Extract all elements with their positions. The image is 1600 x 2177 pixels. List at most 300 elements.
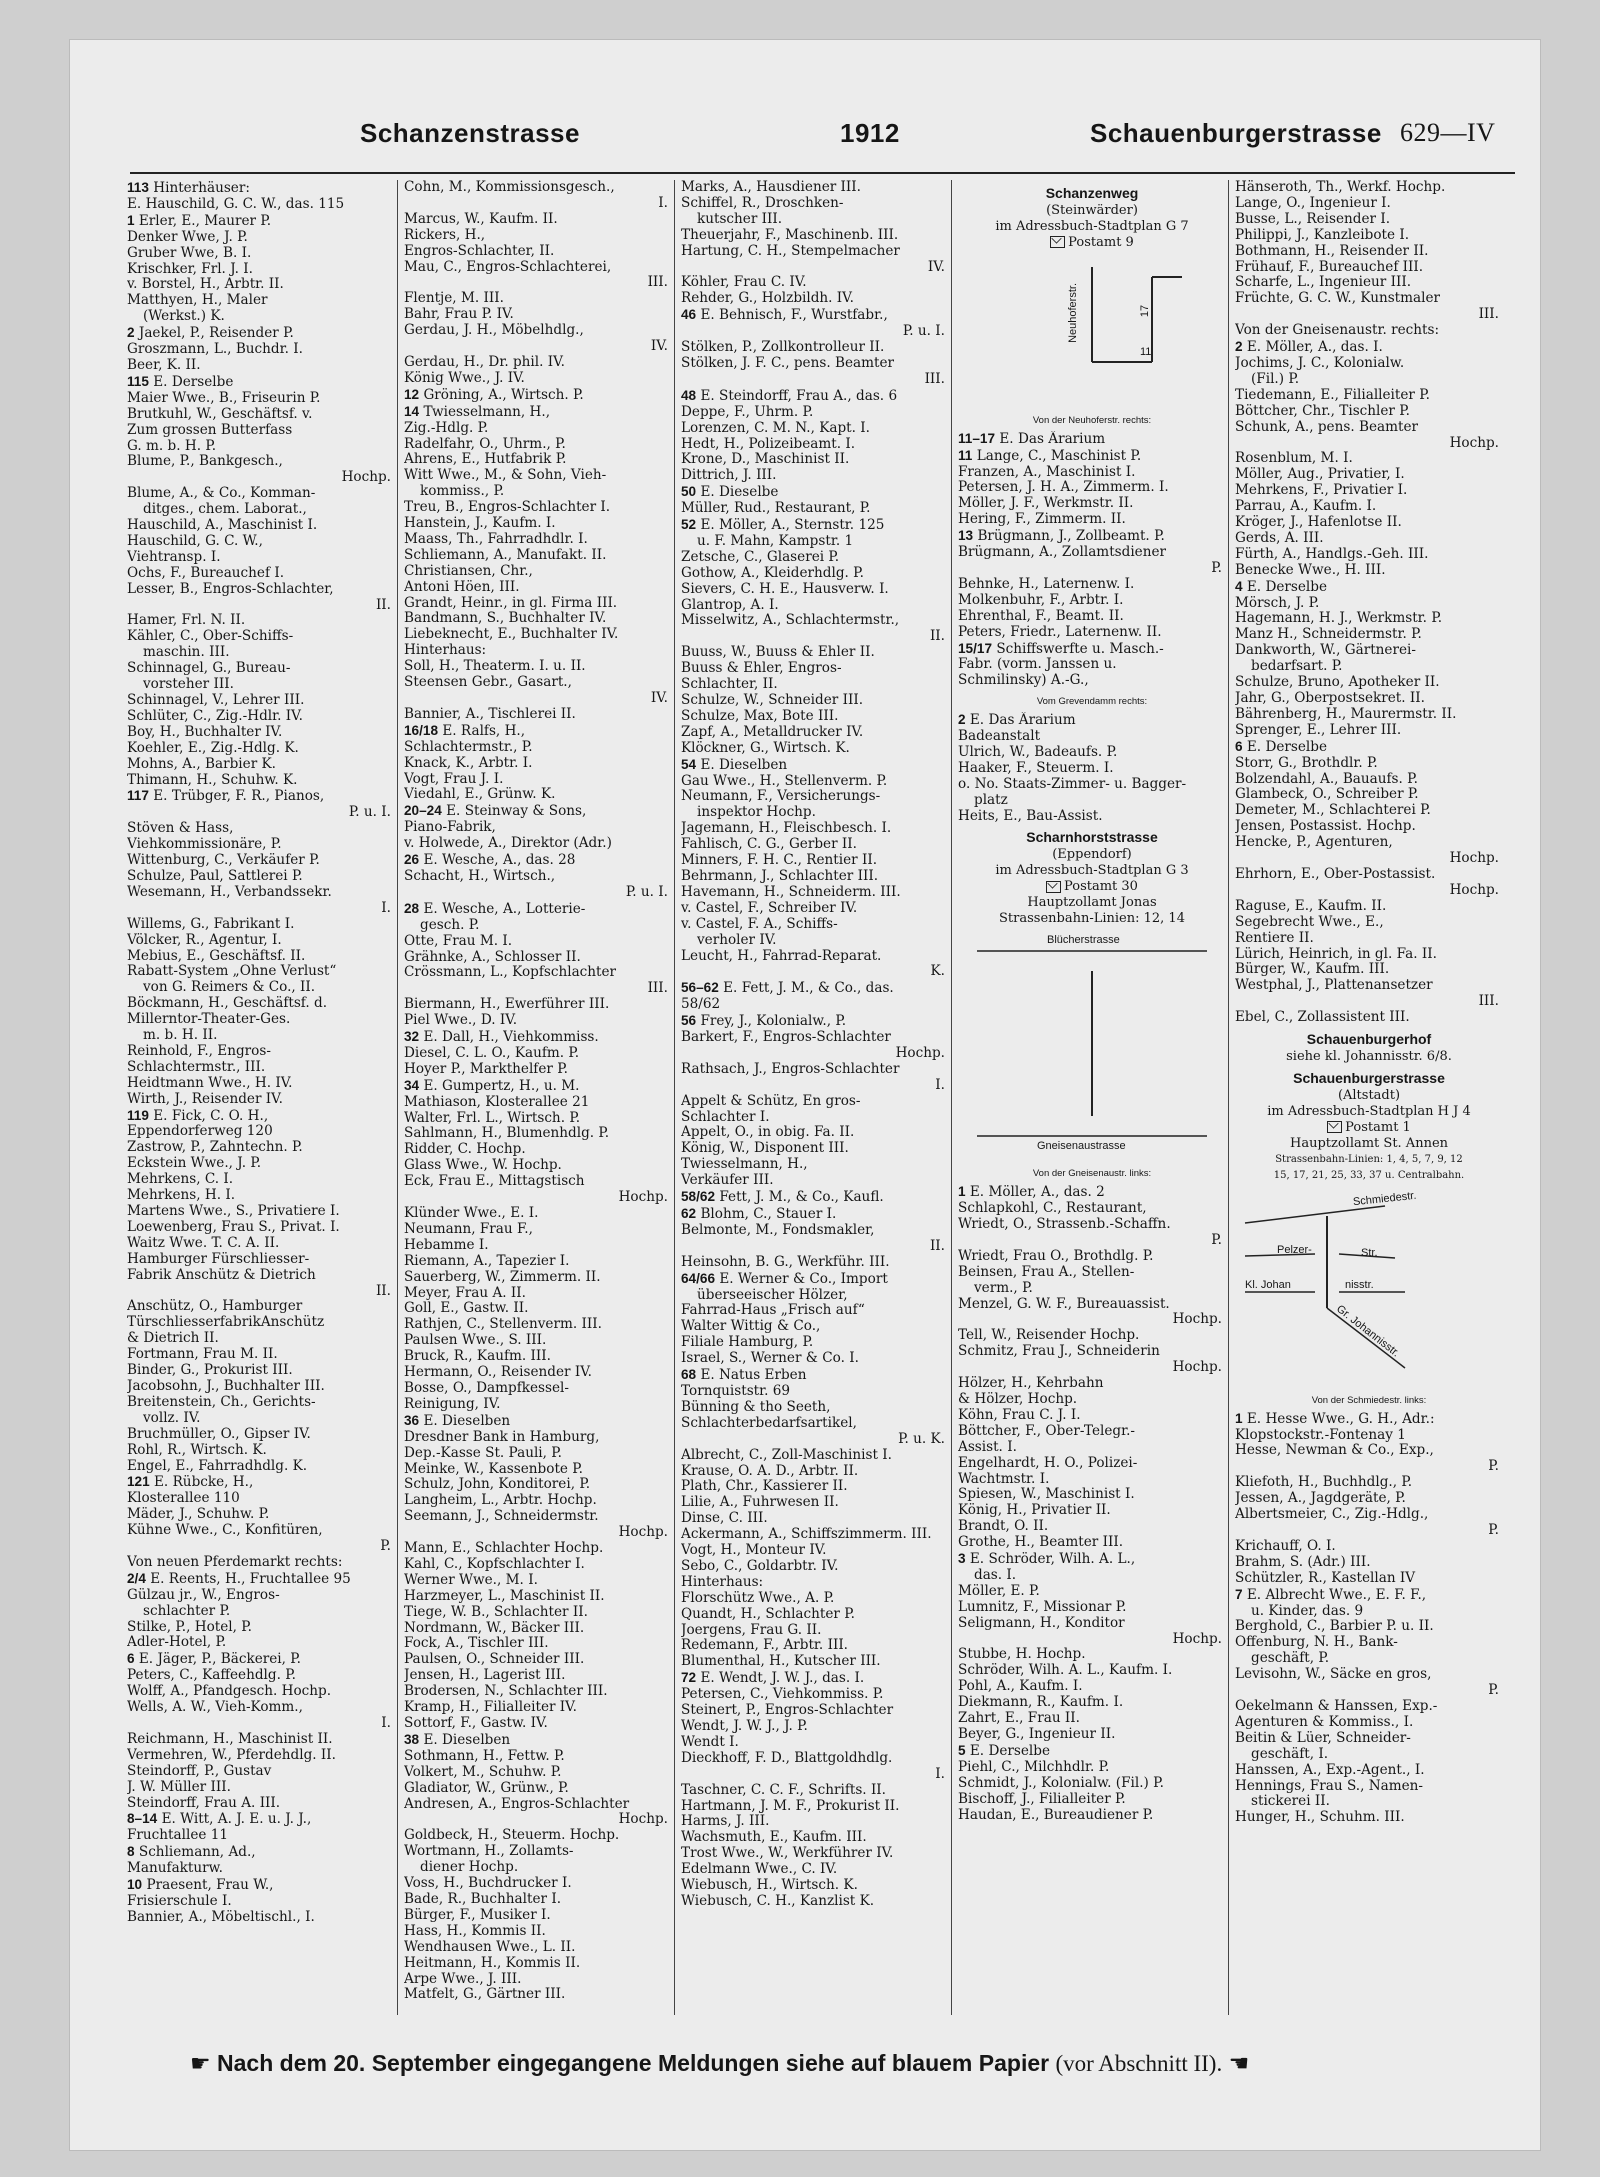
postamt-label: Postamt 9: [1068, 234, 1134, 250]
directory-entry: Hochp.: [1172, 1631, 1222, 1647]
directory-entry: 38 E. Dieselben: [404, 1731, 511, 1748]
directory-entry: Lange, O., Ingenieur I.: [1235, 195, 1391, 211]
directory-entry: Zahrt, E., Frau II.: [958, 1711, 1080, 1727]
directory-entry: Taschner, C. C. F., Schrifts. II.: [681, 1782, 886, 1798]
directory-entry: 1 E. Möller, A., das. 2: [958, 1184, 1105, 1201]
directory-entry: kutscher III.: [697, 211, 783, 227]
directory-entry: Waitz Wwe. T. C. A. II.: [127, 1235, 280, 1251]
directory-entry: Cohn, M., Kommissionsgesch.,: [404, 180, 615, 195]
directory-entry: Beer, K. II.: [127, 357, 201, 373]
entries-scharnhorststrasse: [958, 1184, 1226, 1823]
directory-entry: Antoni Höen, III.: [404, 579, 520, 595]
directory-entry: Bothmann, H., Reisender II.: [1235, 243, 1429, 259]
directory-entry: Denker Wwe, J. P.: [127, 229, 248, 245]
tram-lines: Strassenbahn-Linien: 1, 4, 5, 7, 9, 12: [1275, 1153, 1463, 1165]
directory-entry: Böttcher, F., Ober-Telegr.-: [958, 1423, 1136, 1439]
directory-entry: Hennings, Frau S., Namen-: [1235, 1778, 1424, 1794]
directory-entry: Peters, Friedr., Laternenw. II.: [958, 624, 1162, 640]
directory-entry: Müller, Rud., Restaurant, P.: [681, 501, 871, 517]
directory-entry: Schulz, John, Konditorei, P.: [404, 1477, 591, 1493]
directory-entry: 14 Twiesselmann, H.,: [404, 403, 551, 420]
directory-entry: Leucht, H., Fahrrad-Reparat.: [681, 948, 882, 964]
directory-entry: Fruchtallee 11: [127, 1828, 229, 1844]
column-1: [127, 180, 395, 2020]
directory-entry: Soll, H., Theaterm. I. u. II.: [404, 659, 586, 675]
directory-entry: Bandmann, S., Buchhalter IV.: [404, 611, 607, 627]
directory-entry: 46 E. Behnisch, F., Wurstfabr.,: [681, 307, 888, 324]
directory-entry: ditges., chem. Laborat.,: [143, 502, 307, 518]
directory-entry: 50 E. Dieselbe: [681, 484, 779, 501]
directory-entry: Bruck, R., Kaufm. III.: [404, 1349, 551, 1365]
directory-entry: Beitin & Lüer, Schneider-: [1235, 1730, 1411, 1746]
directory-entry: Appelt & Schütz, En gros-: [681, 1093, 861, 1109]
directory-entry: Petersen, J. H. A., Zimmerm. I.: [958, 480, 1169, 496]
directory-entry: Edelmann Wwe., C. IV.: [681, 1862, 838, 1878]
directory-entry: P. u. I.: [348, 805, 391, 821]
column-3: [681, 180, 949, 2020]
directory-entry: Seligmann, H., Konditor: [958, 1615, 1125, 1631]
directory-entry: Möller, E. P.: [958, 1583, 1040, 1599]
directory-entry: Christiansen, Chr.,: [404, 563, 533, 579]
directory-entry: P. u. I.: [625, 884, 668, 900]
directory-entry: Marcus, W., Kaufm. II.: [404, 211, 558, 227]
directory-entry: Kramp, H., Filialleiter IV.: [404, 1700, 577, 1716]
directory-entry: Jagemann, H., Fleischbesch. I.: [681, 821, 892, 837]
directory-entry: o. No. Staats-Zimmer- u. Bagger-: [958, 776, 1187, 792]
column-divider: [1228, 180, 1229, 2015]
directory-entry: P.: [1211, 560, 1222, 576]
postamt: [958, 235, 1226, 251]
directory-entry: Krone, D., Maschinist II.: [681, 452, 850, 468]
directory-entry: 64/66 E. Werner & Co., Import: [681, 1270, 888, 1287]
directory-entry: Paulsen Wwe., S. III.: [404, 1333, 547, 1349]
directory-entry: Agenturen & Kommiss., I.: [1235, 1714, 1414, 1730]
directory-entry: Hoyer P., Markthelfer P.: [404, 1061, 568, 1077]
directory-entry: Eck, Frau E., Mittagstisch: [404, 1174, 585, 1190]
directory-entry: 20–24 E. Steinway & Sons,: [404, 803, 587, 820]
directory-entry: 4 E. Derselbe: [1235, 578, 1328, 595]
column-divider: [674, 180, 675, 2015]
directory-entry: 15/17 Schiffswerfte u. Masch.-: [958, 640, 1164, 657]
street-map-scharnhorststrasse: [977, 931, 1207, 1161]
directory-entry: Glass Wwe., W. Hochp.: [404, 1158, 562, 1174]
directory-entry: Manufakturw.: [127, 1861, 223, 1877]
directory-entry: 8–14 E. Witt, A. J. E. u. J. J.,: [127, 1811, 312, 1828]
directory-entry: 34 E. Gumpertz, H., u. M.: [404, 1077, 580, 1094]
directory-entry: Israel, S., Werner & Co. I.: [681, 1351, 859, 1367]
directory-entry: Jessen, A., Jagdgeräte, P.: [1235, 1491, 1406, 1507]
directory-entry: Stubbe, H. Hochp.: [958, 1647, 1086, 1663]
directory-entry: III.: [647, 981, 668, 997]
directory-entry: Steindorff, Frau A. III.: [127, 1795, 281, 1811]
directory-entry: Schulze, W., Schneider III.: [681, 693, 864, 708]
directory-entry: Bünning & tho Seeth,: [681, 1399, 831, 1415]
directory-entry: Heinsohn, B. G., Werkführ. III.: [681, 1254, 890, 1270]
directory-entry: Grothe, H., Beamter III.: [958, 1535, 1124, 1551]
directory-entry: Theuerjahr, F., Maschinenb. III.: [681, 227, 899, 243]
directory-entry: Krause, O. A. D., Arbtr. II.: [681, 1463, 859, 1479]
directory-entry: maschin. III.: [143, 645, 230, 661]
directory-entry: Brodersen, N., Schlachter III.: [404, 1684, 608, 1700]
directory-entry: Schinnagel, V., Lehrer III.: [127, 693, 305, 708]
directory-entry: Hebamme I.: [404, 1237, 489, 1253]
directory-entry: Schlachter, II.: [681, 677, 778, 693]
directory-entry: bedarfsart. P.: [1251, 659, 1343, 675]
directory-entry: 54 E. Dieselben: [681, 756, 788, 773]
directory-entry: 56 Frey, J., Kolonialw., P.: [681, 1013, 847, 1030]
directory-entry: Matthyen, H., Maler: [127, 293, 268, 309]
directory-entry: Engelhardt, H. O., Polizei-: [958, 1455, 1138, 1471]
directory-entry: III.: [647, 275, 668, 291]
directory-entry: Steindorff, P., Gustav: [127, 1763, 272, 1779]
column-4: [958, 180, 1226, 2020]
directory-entry: Heits, E., Bau-Assist.: [958, 808, 1103, 824]
street-map-graphic: [992, 257, 1192, 407]
directory-entry: Wittenburg, C., Verkäufer P.: [127, 853, 320, 869]
map-street-label: Neuhoferstr.: [1067, 282, 1080, 343]
directory-entry: Witt Wwe., M., & Sohn, Vieh-: [404, 468, 607, 484]
directory-entry: Hochp.: [1172, 1312, 1222, 1328]
directory-entry: Havemann, H., Schneiderm. III.: [681, 884, 901, 900]
directory-entry: Biermann, H., Ewerführer III.: [404, 997, 610, 1013]
map-street-label: Schmiedestr.: [1352, 1189, 1417, 1209]
directory-entry: Behrmann, J., Schlachter III.: [681, 868, 879, 884]
directory-entry: K.: [930, 964, 945, 980]
directory-entry: 2/4 E. Reents, H., Fruchtallee 95: [127, 1570, 351, 1587]
direction-note: Von der Neuhoferstr. rechts:: [1032, 414, 1152, 426]
directory-entry: 68 E. Natus Erben: [681, 1367, 807, 1384]
directory-entry: G. m. b. H. P.: [127, 438, 217, 454]
directory-entry: Bade, R., Buchhalter I.: [404, 1891, 562, 1907]
directory-entry: Petersen, C., Viehkommiss. P.: [681, 1687, 884, 1703]
directory-entry: Anschütz, O., Hamburger: [127, 1299, 303, 1315]
directory-entry: Stöven & Hass,: [127, 821, 234, 837]
directory-entry: Gerdau, J. H., Möbelhdlg.,: [404, 323, 584, 339]
directory-entry: Spiesen, W., Maschinist I.: [958, 1487, 1135, 1503]
directory-entry: 62 Blohm, C., Stauer I.: [681, 1206, 837, 1222]
directory-entry: Willems, G., Fabrikant I.: [127, 916, 295, 932]
directory-entry: Deppe, F., Uhrm. P.: [681, 404, 814, 420]
directory-entry: Rathjen, C., Stellenverm. III.: [404, 1317, 602, 1333]
directory-entry: Kröger, J., Hafenlotse II.: [1235, 515, 1402, 531]
directory-entry: Binder, G., Prokurist III.: [127, 1363, 293, 1379]
directory-entry: Jensen, Postassist. Hochp.: [1235, 819, 1416, 835]
directory-entry: I.: [935, 1766, 945, 1782]
directory-entry: Krischker, Frl. J. I.: [127, 261, 253, 277]
directory-entry: Gruber Wwe, B. I.: [127, 245, 252, 261]
directory-entry: II.: [375, 1283, 391, 1299]
map-street-label: Gr. Johannisstr.: [1333, 1302, 1402, 1360]
directory-entry: Schiffel, R., Droschken-: [681, 195, 844, 211]
directory-entry: Schulze, Max, Bote III.: [681, 708, 839, 724]
directory-entry: Engros-Schlachter, II.: [404, 243, 555, 259]
directory-entry: Bosse, O., Dampfkessel-: [404, 1380, 569, 1396]
cross-reference: siehe kl. Johannisstr. 6/8.: [1286, 1048, 1452, 1064]
directory-entry: Sievers, C. H. E., Hausverw. I.: [681, 581, 889, 597]
map-street-label: Gneisenaustrasse: [1037, 1140, 1126, 1153]
directory-entry: Mehrkens, C. I.: [127, 1172, 234, 1188]
map-street-label: Str.: [1361, 1246, 1378, 1259]
street-map-ref: im Adressbuch-Stadtplan G 3: [995, 863, 1189, 879]
directory-entry: Haudan, E., Bureaudiener P.: [958, 1807, 1154, 1823]
postamt: [1235, 1120, 1503, 1136]
directory-entry: Hartmann, J. M. F., Prokurist II.: [681, 1798, 900, 1814]
directory-entry: Bannier, A., Möbeltischl., I.: [127, 1909, 315, 1925]
directory-entry: Bischoff, J., Filialleiter P.: [958, 1791, 1126, 1807]
directory-entry: 2 E. Das Ärarium: [958, 712, 1076, 729]
directory-entry: Wells, A. W., Vieh-Komm.,: [127, 1700, 303, 1716]
directory-entry: Zig.-Hdlg. P.: [404, 420, 489, 436]
directory-entry: diener Hochp.: [420, 1860, 519, 1876]
street-district: (Steinwärder): [1046, 202, 1138, 218]
directory-entry: Diesel, C. L. O., Kaufm. P.: [404, 1045, 580, 1061]
directory-entry: Thimann, H., Schuhw. K.: [127, 772, 298, 788]
directory-entry: Plath, Chr., Kassierer II.: [681, 1479, 848, 1495]
envelope-icon: [1050, 236, 1065, 248]
entries-schanzenweg: [958, 431, 1226, 690]
directory-entry: Hanstein, J., Kaufm. I.: [404, 516, 556, 532]
directory-entry: Krichauff, O. I.: [1235, 1538, 1336, 1554]
directory-entry: P.: [1488, 1459, 1499, 1475]
directory-entry: J. W. Müller III.: [127, 1779, 231, 1795]
directory-entry: Appelt, O., in obig. Fa. II.: [681, 1125, 855, 1141]
directory-entry: Vermehren, W., Pferdehdlg. II.: [127, 1747, 336, 1763]
directory-entry: Schröder, Wilh. A. L., Kaufm. I.: [958, 1663, 1173, 1679]
directory-entry: Mehrkens, H. I.: [127, 1188, 236, 1204]
directory-entry: P.: [1488, 1523, 1499, 1538]
directory-entry: geschäft, I.: [1251, 1746, 1329, 1762]
directory-entry: Beyer, G., Ingenieur II.: [958, 1727, 1116, 1742]
directory-entry: Treu, B., Engros-Schlachter I.: [404, 500, 611, 516]
directory-entry: überseeischer Hölzer,: [697, 1287, 848, 1303]
directory-entry: geschäft, P.: [1251, 1651, 1330, 1667]
directory-entry: Rehder, G., Holzbildh. IV.: [681, 291, 854, 307]
directory-entry: Rickers, H.,: [404, 227, 486, 243]
directory-entry: Bruchmüller, O., Gipser IV.: [127, 1426, 311, 1442]
directory-entry: Radelfahr, O., Uhrm., P.: [404, 436, 566, 452]
directory-entry: Bährenberg, H., Maurermstr. II.: [1235, 706, 1457, 722]
directory-entry: Tiedemann, E., Filialleiter P.: [1235, 387, 1430, 403]
directory-entry: Sottorf, F., Gastw. IV.: [404, 1716, 548, 1731]
header-year: 1912: [840, 118, 900, 148]
pointing-hand-icon: ☚: [1222, 2050, 1250, 2076]
directory-entry: Adler-Hotel, P.: [127, 1635, 227, 1651]
directory-entry: Hochp.: [895, 1045, 945, 1061]
directory-entry: Filiale Hamburg, P.: [681, 1335, 814, 1351]
directory-entry: 26 E. Wesche, A., das. 28: [404, 852, 576, 869]
directory-entry: Franzen, A., Maschinist I.: [958, 464, 1136, 480]
directory-entry: Viehtransp. I.: [127, 549, 221, 565]
directory-entry: das. I.: [974, 1567, 1017, 1583]
directory-entry: Buuss & Ehler, Engros-: [681, 661, 842, 677]
directory-entry: Hencke, P., Agenturen,: [1235, 835, 1393, 851]
directory-entry: Viehkommissionäre, P.: [127, 837, 282, 853]
entries-grevendamm: [958, 712, 1226, 824]
directory-entry: Kliefoth, H., Buchhdlg., P.: [1235, 1475, 1413, 1491]
directory-entry: Eckstein Wwe., J. P.: [127, 1156, 262, 1172]
directory-entry: Otte, Frau M. I.: [404, 933, 513, 949]
directory-entry: Viedahl, E., Grünw. K.: [404, 787, 556, 803]
directory-entry: Maier Wwe., B., Friseurin P.: [127, 390, 321, 406]
directory-entry: P.: [380, 1539, 391, 1555]
directory-entry: v. Castel, F. A., Schiffs-: [681, 916, 838, 932]
directory-entry: 28 E. Wesche, A., Lotterie-: [404, 900, 586, 917]
directory-entry: Goldbeck, H., Steuerm. Hochp.: [404, 1828, 620, 1844]
directory-entry: Gau Wwe., H., Stellenverm. P.: [681, 773, 888, 789]
directory-entry: Köhler, Frau C. IV.: [681, 275, 807, 291]
directory-entry: 117 E. Trübger, F. R., Pianos,: [127, 788, 325, 805]
directory-entry: Blume, P., Bankgesch.,: [127, 454, 283, 470]
envelope-icon: [1327, 1121, 1342, 1133]
directory-entry: Sahlmann, H., Blumenhdlg. P.: [404, 1126, 610, 1142]
directory-entry: Voss, H., Buchdrucker I.: [404, 1876, 572, 1892]
directory-entry: Bürger, F., Musiker I.: [404, 1907, 551, 1923]
directory-entry: Böckmann, H., Geschäftsf. d.: [127, 996, 328, 1012]
directory-entry: Von neuen Pferdemarkt rechts:: [127, 1554, 343, 1570]
directory-entry: Molkenbuhr, F., Arbtr. I.: [958, 592, 1124, 608]
directory-entry: Barkert, F., Engros-Schlachter: [681, 1030, 891, 1046]
directory-entry: 2 E. Möller, A., das. I.: [1235, 339, 1383, 356]
directory-entry: Schmitz, Frau J., Schneiderin: [958, 1344, 1160, 1360]
directory-entry: P. u. K.: [898, 1431, 945, 1447]
directory-entry: Wiebusch, C. H., Kanzlist K.: [681, 1893, 875, 1909]
directory-entry: Belmonte, M., Fondsmakler,: [681, 1222, 875, 1238]
directory-entry: 121 E. Rübcke, H.,: [127, 1474, 254, 1491]
directory-entry: Gladiator, W., Grünw., P.: [404, 1780, 569, 1796]
directory-entry: Brahm, S. (Adr.) III.: [1235, 1554, 1371, 1570]
directory-entry: Wriedt, O., Strassenb.-Schaffn.: [958, 1217, 1171, 1232]
directory-entry: Bannier, A., Tischlerei II.: [404, 706, 576, 722]
directory-entry: Hochp.: [1449, 851, 1499, 867]
postamt: [958, 879, 1226, 895]
postamt-label: Postamt 30: [1064, 879, 1138, 895]
directory-entry: Frühauf, F., Bureauchef III.: [1235, 259, 1424, 275]
directory-entry: Hochp.: [341, 470, 391, 486]
directory-entry: 11–17 E. Das Ärarium: [958, 430, 1106, 447]
directory-entry: Assist. I.: [958, 1439, 1017, 1455]
directory-entry: Schulze, Paul, Sattlerei P.: [127, 868, 303, 884]
directory-entry: IV.: [650, 691, 668, 706]
directory-entry: Schmidt, J., Kolonialw. (Fil.) P.: [958, 1775, 1164, 1791]
directory-entry: Bahr, Frau P. IV.: [404, 307, 514, 323]
directory-entry: Kahl, C., Kopfschlachter I.: [404, 1556, 585, 1572]
directory-entry: Vogt, H., Monteur IV.: [681, 1543, 827, 1559]
directory-entry: Matfelt, G., Gärtner III.: [404, 1987, 566, 2003]
directory-entry: 12 Gröning, A., Wirtsch. P.: [404, 386, 584, 403]
directory-entry: 3 E. Schröder, Wilh. A. L.,: [958, 1551, 1136, 1568]
directory-entry: 52 E. Möller, A., Sternstr. 125: [681, 517, 885, 534]
directory-entry: P. u. I.: [902, 324, 945, 340]
street-district: (Eppendorf): [1052, 847, 1132, 863]
directory-entry: P.: [1488, 1683, 1499, 1699]
directory-entry: Mathiason, Klosterallee 21: [404, 1094, 590, 1110]
directory-entry: 58/62: [681, 997, 721, 1013]
directory-entry: Mebius, E., Geschäftsf. II.: [127, 948, 306, 964]
directory-entry: Schmilinsky) A.-G.,: [958, 673, 1089, 689]
directory-entry: III.: [1478, 994, 1499, 1010]
directory-entry: Quandt, H., Schlachter P.: [681, 1606, 855, 1622]
directory-entry: Hedt, H., Polizeibeamt. I.: [681, 436, 856, 452]
footer-notice: [190, 2050, 1490, 2077]
directory-entry: Peters, C., Kaffeehdlg. P.: [127, 1668, 296, 1684]
directory-entry: Groszmann, L., Buchdr. I.: [127, 342, 303, 358]
directory-entry: Seemann, J., Schneidermstr.: [404, 1509, 599, 1525]
directory-entry: Albrecht, C., Zoll-Maschinist I.: [681, 1447, 892, 1463]
directory-entry: 6 E. Jäger, P., Bäckerei, P.: [127, 1651, 301, 1668]
directory-entry: u. Kinder, das. 9: [1251, 1603, 1364, 1619]
directory-entry: Tell, W., Reisender Hochp.: [958, 1328, 1140, 1344]
directory-entry: Schlachterbedarfsartikel,: [681, 1415, 857, 1431]
directory-entry: TürschliesserfabrikAnschütz: [127, 1315, 325, 1331]
directory-entry: Dankworth, W., Gärtnerei-: [1235, 643, 1416, 659]
directory-entry: Vogt, Frau J. I.: [404, 771, 504, 787]
directory-entry: u. F. Mahn, Kampstr. 1: [697, 533, 854, 549]
directory-entry: Meyer, Frau A. II.: [404, 1285, 526, 1301]
directory-entry: Fabrik Anschütz & Dietrich: [127, 1267, 316, 1283]
directory-entry: Meinke, W., Kassenbote P.: [404, 1461, 583, 1477]
directory-entry: 48 E. Steindorff, Frau A., das. 6: [681, 387, 898, 404]
directory-entry: Millerntor-Theater-Ges.: [127, 1012, 291, 1028]
directory-entry: Koehler, E., Zig.-Hdlg. K.: [127, 740, 299, 756]
directory-entry: Eppendorferweg 120: [127, 1124, 273, 1140]
direction-note: Vom Grevendamm rechts:: [1036, 696, 1148, 708]
directory-entry: Hass, H., Kommis II.: [404, 1923, 546, 1939]
directory-entry: 58/62 Fett, J. M., & Co., Kaufl.: [681, 1189, 884, 1206]
directory-entry: Möller, Aug., Privatier, I.: [1235, 467, 1405, 483]
directory-entry: Fabr. (vorm. Janssen u.: [958, 657, 1117, 673]
directory-entry: Früchte, G. C. W., Kunstmaler: [1235, 291, 1441, 307]
directory-entry: von G. Reimers & Co., II.: [143, 980, 316, 996]
directory-entry: Dittrich, J. III.: [681, 468, 777, 484]
column-2: [404, 180, 672, 2020]
directory-entry: Schützler, R., Kastellan IV: [1235, 1570, 1416, 1586]
direction-note: Von der Schmiedestr. links:: [1311, 1394, 1427, 1406]
directory-entry: Ehrhorn, E., Ober-Postassist.: [1235, 866, 1436, 882]
directory-entry: 5 E. Derselbe: [958, 1742, 1051, 1759]
directory-entry: Brügmann, A., Zollamtsdiener: [958, 545, 1167, 561]
directory-entry: Verkäufer III.: [681, 1173, 774, 1189]
directory-entry: Grandt, Heinr., in gl. Firma III.: [404, 595, 618, 611]
header-page-number: 629—IV: [1400, 118, 1496, 147]
directory-entry: Mäder, J., Schuhw. P.: [127, 1507, 270, 1523]
directory-entry: Levisohn, W., Säcke en gros,: [1235, 1667, 1432, 1683]
directory-entry: Klosterallee 110: [127, 1491, 240, 1507]
column-divider: [397, 180, 398, 2015]
pointing-hand-icon: ☛: [190, 2050, 218, 2076]
directory-entry: 1 Erler, E., Maurer P.: [127, 212, 272, 229]
directory-entry: Kähler, C., Ober-Schiffs-: [127, 629, 294, 645]
directory-entry: Scharfe, L., Ingenieur III.: [1235, 275, 1412, 291]
directory-entry: Volkert, M., Schuhw. P.: [404, 1764, 562, 1780]
directory-entry: Jacobsohn, J., Buchhalter III.: [127, 1378, 325, 1394]
column-5: [1235, 180, 1503, 2020]
header-right-street: Schauenburgerstrasse: [1090, 118, 1382, 148]
street-map-schanzenweg: [992, 257, 1192, 407]
directory-entry: 119 E. Fick, C. O. H.,: [127, 1107, 269, 1124]
directory-entry: I.: [381, 1716, 391, 1731]
directory-entry: Riemann, A., Tapezier I.: [404, 1253, 570, 1269]
directory-entry: Hagemann, H. J., Werkmstr. P.: [1235, 611, 1443, 627]
directory-entry: Zapf, A., Metalldrucker IV.: [681, 724, 864, 740]
directory-entry: Wendt, J. W. J., J. P.: [681, 1719, 808, 1734]
directory-entry: Sauerberg, W., Zimmerm. II.: [404, 1269, 601, 1285]
directory-entry: Offenburg, N. H., Bank-: [1235, 1635, 1398, 1651]
directory-entry: Reinigung, IV.: [404, 1396, 501, 1412]
directory-entry: Klünder Wwe., E. I.: [404, 1206, 539, 1221]
directory-entry: Hinterhaus:: [404, 643, 487, 659]
directory-entry: 72 E. Wendt, J. W. J., das. I.: [681, 1670, 865, 1687]
running-head: [70, 118, 1540, 164]
